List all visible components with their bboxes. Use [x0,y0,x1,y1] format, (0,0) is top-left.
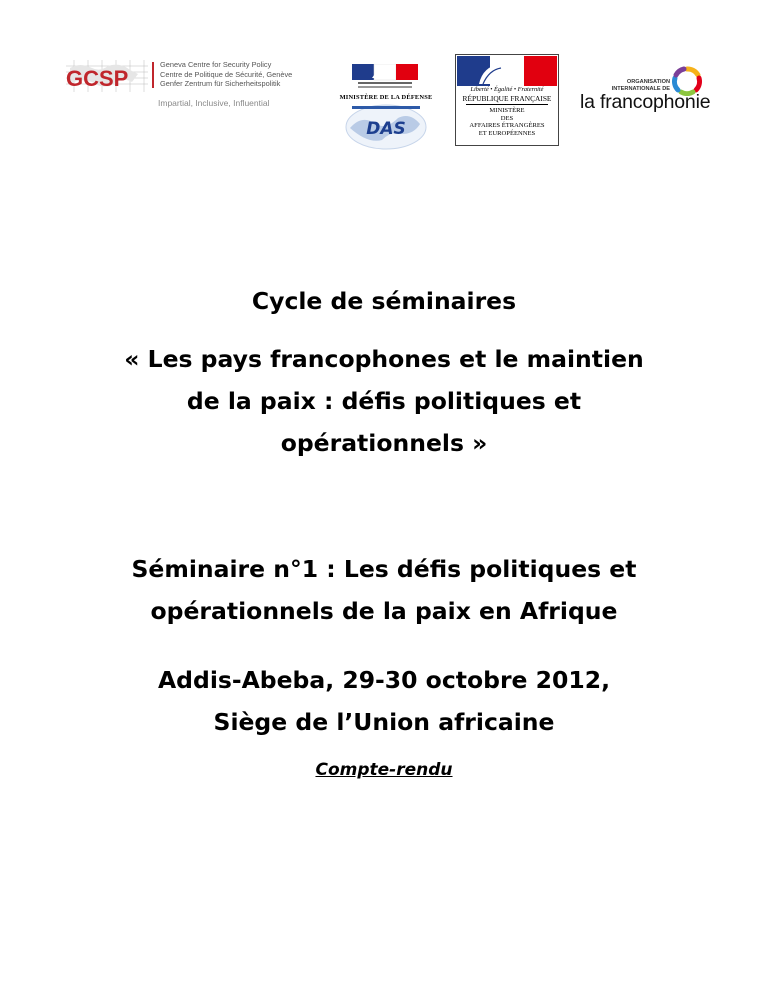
marianne-flag-icon [352,64,420,92]
ministry-line: AFFAIRES ÉTRANGÈRES [469,122,545,130]
divider [466,104,548,105]
marianne-flag-icon [457,56,557,86]
das-globe-icon [342,102,430,152]
logo-header [0,0,768,160]
seminar-line: opérationnels de la paix en Afrique [150,597,618,625]
venue-date [0,659,768,743]
foreign-affairs-logo [455,54,559,146]
gcsp-acronym: GCSP [66,66,129,91]
republic-motto: Liberté • Égalité • Fraternité [470,86,544,93]
ministry-line: MINISTÈRE [489,107,525,114]
report-label: Compte-rendu [315,760,453,780]
foreign-ministry-name [456,107,558,137]
gcsp-logo [64,60,294,120]
theme-line: « Les pays francophones et le maintien [124,345,644,373]
oif-org-line: INTERNATIONALE DE [611,85,670,92]
venue-line: Addis-Abeba, 29-30 octobre 2012, [157,666,611,694]
francophonie-name: la francophonie [580,91,711,113]
series-title: Cycle de séminaires [251,287,517,315]
defense-ministry-name: MINISTÈRE DE LA DÉFENSE [339,94,433,101]
gcsp-name-de: Genfer Zentrum für Sicherheitspolitik [160,79,281,88]
gcsp-tagline: Impartial, Inclusive, Influential [158,98,270,108]
venue-line: Siège de l’Union africaine [213,708,555,736]
das-acronym: DAS [366,119,406,139]
seminar-title [0,548,768,632]
gcsp-name-en: Geneva Centre for Security Policy [160,60,272,69]
seminar-line: Séminaire n°1 : Les défis politiques et [131,555,637,583]
ministry-line: ET EUROPÉENNES [478,129,536,137]
gcsp-divider [152,62,154,88]
defense-ministry-logo [330,58,442,154]
gcsp-globe-icon [64,60,150,92]
oif-org-line: ORGANISATION [626,79,670,85]
ministry-line: DES [500,114,514,122]
theme-line: de la paix : défis politiques et [186,387,582,415]
gcsp-name-fr: Centre de Politique de Sécurité, Genève [160,69,293,79]
francophonie-logo [580,64,710,116]
theme-line: opérationnels » [280,429,488,457]
seminar-theme [0,338,768,464]
republic-name: RÉPUBLIQUE FRANÇAISE [462,94,552,103]
gcsp-names [160,60,292,89]
